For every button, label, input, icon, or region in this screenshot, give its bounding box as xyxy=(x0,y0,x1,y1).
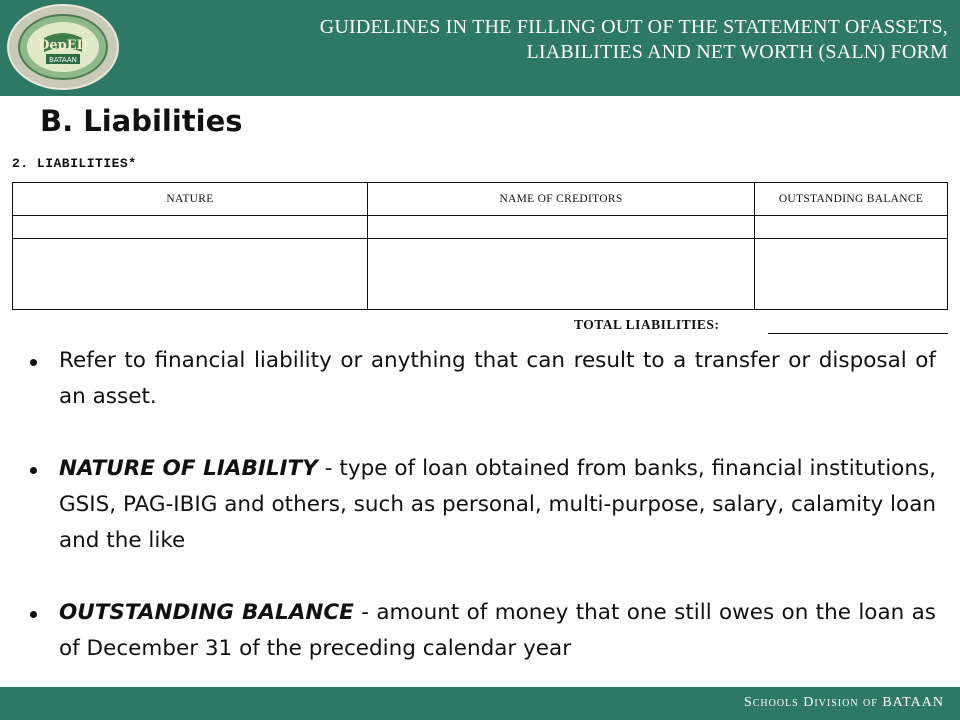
table-cell xyxy=(368,239,755,310)
seal-sub-text: BATAAN xyxy=(49,56,77,64)
table-cell xyxy=(13,239,368,310)
column-header-nature: NATURE xyxy=(13,183,368,216)
column-header-creditors: NAME OF CREDITORS xyxy=(368,183,755,216)
footer-text: Schools Division of BATAAN xyxy=(743,695,944,710)
total-liabilities-line xyxy=(768,333,948,334)
footer-band xyxy=(0,687,960,720)
bullet-term: OUTSTANDING BALANCE xyxy=(59,600,354,625)
column-header-balance: OUTSTANDING BALANCE xyxy=(755,183,948,216)
liabilities-table xyxy=(12,182,948,310)
bullet-item xyxy=(30,451,936,559)
bullet-text: Refer to financial liability or anything that can result to a transfer or disposal of an asset. xyxy=(59,348,936,409)
bullet-dot-icon xyxy=(30,611,37,618)
slide-title: B. Liabilities xyxy=(40,104,243,138)
bullet-dot-icon xyxy=(30,467,37,474)
bullet-dot-icon xyxy=(30,359,37,366)
header-title-line2: LIABILITIES AND NET WORTH (SALN) FORM xyxy=(526,41,948,63)
table-cell xyxy=(13,216,368,239)
table-cell xyxy=(368,216,755,239)
bullet-item xyxy=(30,343,936,415)
header-band xyxy=(0,0,960,96)
bullet-text: - type of loan obtained from banks, financial institutions, GSIS, PAG-IBIG and others, such as personal, multi-purpose, salary, calamity loan and the like xyxy=(59,456,936,553)
table-row xyxy=(13,216,948,239)
total-liabilities-label: TOTAL LIABILITIES: xyxy=(574,317,720,332)
deped-seal-icon xyxy=(4,2,122,92)
table-cell xyxy=(755,239,948,310)
form-caption: 2. LIABILITIES* xyxy=(12,156,137,171)
seal-center-text: DepED xyxy=(38,38,88,53)
table-row xyxy=(13,239,948,310)
table-header-row xyxy=(13,183,948,216)
bullet-list xyxy=(30,343,936,667)
table-cell xyxy=(755,216,948,239)
bullet-term: NATURE OF LIABILITY xyxy=(59,456,318,481)
header-title-line1: GUIDELINES IN THE FILLING OUT OF THE STATEMENT OFASSETS, xyxy=(319,16,948,38)
bullet-text: - amount of money that one still owes on the loan as of December 31 of the preceding calendar year xyxy=(59,600,936,661)
bullet-item xyxy=(30,595,936,667)
header-title xyxy=(128,15,948,65)
